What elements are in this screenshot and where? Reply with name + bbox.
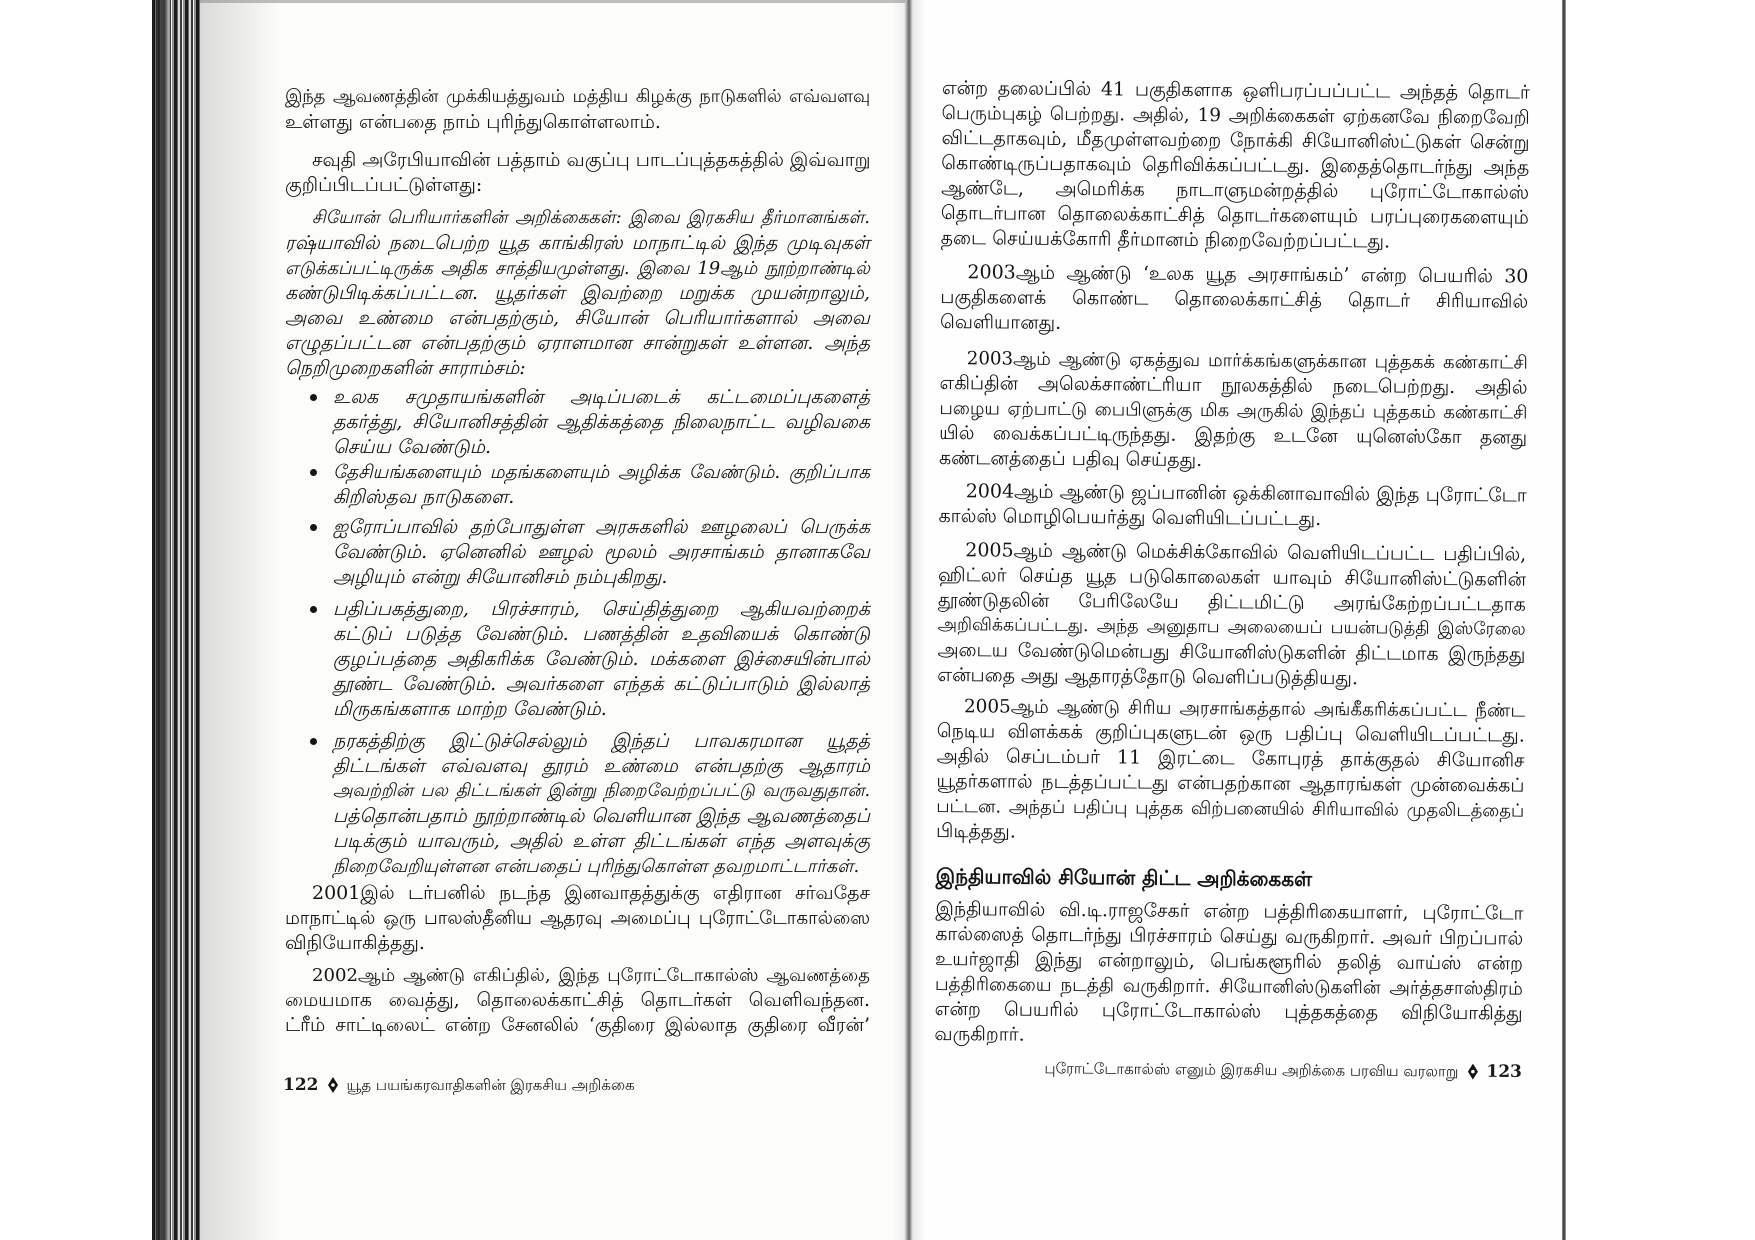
page-curve-shadow (202, 0, 282, 1240)
text-line: நெறிமுறைகளின் சாராம்சம்: (285, 356, 526, 379)
text-line: தூண்ட வேண்டும். அவர்களை எந்தக் கட்டுப்பாடும் இல்லாத் (333, 672, 870, 695)
paragraph (939, 345, 1528, 475)
text-line: அடைய வேண்டுமென்பது சியோனிஸ்டுகளின் திட்டமாக இருந்தது (937, 638, 1526, 666)
text-line: கட்டுப் படுத்த வேண்டும். பணத்தின் உதவியைக் கொண்டு (333, 622, 870, 645)
text-line: வேண்டும். ஏனெனில் ஊழல் மூலம் அரசாங்கம் தானாகவே (333, 540, 870, 563)
text-line: தூண்டுதலின் பேரிலேயே திட்டமிட்டு அரங்கேற்றப்பட்டதாக (937, 588, 1526, 616)
text-line: தகர்த்து, சியோனிசத்தின் ஆதிக்கத்தை நிலைநாட்ட வழிவகை (333, 410, 870, 433)
text-line: பதிப்பகத்துறை, பிரச்சாரம், செய்தித்துறை ஆகியவற்றைக் (333, 597, 870, 620)
text-line: கால்ஸைத் தொடர்ந்து பிரச்சாரம் செய்து வருகிறார். அவர் பிறப்பால் (935, 922, 1524, 950)
text-line: சியோன் பெரியார்களின் அறிக்கைகள்: இவை இரகசிய தீர்மானங்கள். (312, 207, 870, 228)
text-line: மாநாட்டில் ஒரு பாலஸ்தீனிய ஆதரவு அமைப்பு புரோட்டோகால்ஸை (285, 907, 870, 929)
text-line: என்ற பெயரில் புரோட்டோகால்ஸ் புத்தகத்தை விநியோகித்து (934, 997, 1523, 1025)
text-line: கொண்டிருப்பதாகவும் தெரிவிக்கப்பட்டது. இதைத்தொடர்ந்து அந்த (941, 151, 1530, 179)
page-footer-right (1040, 1056, 1522, 1084)
text-line: ரஷ்யாவில் நடைபெற்ற யூத காங்கிரஸ் மாநாட்டில் இந்த முடிவுகள் (285, 231, 870, 254)
paragraph (937, 537, 1526, 692)
text-line: ஆண்டே, அமெரிக்க நாடாளுமன்றத்தில் புரோட்டோகால்ஸ் (941, 176, 1530, 204)
text-line: ட்ரீம் சாட்டிலைட் என்ற சேனலில் ‘குதிரை இல்லாத குதிரை வீரன்’ (285, 1013, 870, 1036)
running-title: யூத பயங்கரவாதிகளின் இரகசிய அறிக்கை (346, 1076, 635, 1094)
paragraph (940, 259, 1529, 339)
text-line: குழப்பத்தை அதிகரிக்க வேண்டும். மக்களை இச்சையின்பால் (333, 647, 870, 670)
quoted-paragraph (285, 206, 870, 381)
bullet-icon (310, 738, 317, 745)
text-line: விநியோகித்தது. (285, 931, 425, 954)
text-line: பெரும்புகழ் பெற்றது. அதில், 19 அறிக்கைகள் ஏற்கனவே நிறைவேறி (941, 102, 1530, 129)
text-line: படிக்கும் யாவரும், அதில் உள்ள திட்டங்கள் எந்த அளவுக்கு (333, 829, 870, 852)
text-line: திட்டங்கள் எவ்வளவு தூரம் உண்மை என்பதற்கு ஆதாரம் (333, 754, 870, 777)
paragraph (941, 76, 1530, 256)
text-line: அவற்றின் பல திட்டங்கள் இன்று நிறைவேற்றப்பட்டு வருவதுதான். (333, 780, 870, 801)
text-line: சவுதி அரேபியாவின் பத்தாம் வகுப்பு பாடப்புத்தகத்தில் இவ்வாறு (312, 148, 871, 171)
text-line: உயர்ஜாதி இந்து என்றாலும், பெங்களூரில் தலித் வாய்ஸ் என்ற (934, 947, 1524, 975)
page-top-edge (200, 0, 905, 3)
text-line: அவை உண்மை என்பதற்கும், சியோன் பெரியார்களால் அவை (285, 306, 870, 329)
text-line: நிறைவேறியுள்ளன என்பதைப் புரிந்துகொள்ள தவறமாட்டார்கள். (333, 855, 860, 877)
paragraph (285, 85, 870, 135)
text-line: விட்டதாகவும், மீதமுள்ளவற்றை நோக்கி சியோனிஸ்ட்டுகள் சென்று (941, 126, 1530, 154)
text-line: மையமாக வைத்து, தொலைக்காட்சித் தொடர்கள் வெளிவந்தன. (285, 988, 870, 1011)
text-line: என்ற தலைப்பில் 41 பகுதிகளாக ஒளிபரப்பப்பட்ட அந்தத் தொடர் (941, 76, 1530, 104)
paragraph (938, 478, 1526, 533)
text-line: ஹிட்லர் செய்த யூத படுகொலைகள் யாவும் சியோனிஸ்ட்டுகளின் (937, 563, 1527, 591)
text-line: உலக சமுதாயங்களின் அடிப்படைக் கட்டமைப்புகளைத் (333, 385, 870, 408)
page-footer-left (283, 1073, 635, 1097)
text-line: கண்டுபிடிக்கப்பட்டன. யூதர்கள் இவற்றை மறுக்க முயன்றாலும், (285, 281, 870, 304)
paragraph (934, 896, 1523, 1051)
bullet-text (333, 515, 870, 590)
text-line: எடுக்கப்பட்டிருக்க அதிக சாத்தியமுள்ளது. இவை 19ஆம் நூற்றாண்டில் (285, 257, 870, 279)
running-title: புரோட்டோகால்ஸ் எனும் இரகசிய அறிக்கை பரவிய வரலாறு (1044, 1059, 1459, 1081)
text-line: நெடிய விளக்கக் குறிப்புகளுடன் ஒரு பதிப்பு வெளியிடப்பட்டது. (936, 719, 1525, 747)
text-line: எகிப்தின் அலெக்சாண்ட்ரியா நூலகத்தில் நடைபெற்றது. அதில் (939, 371, 1528, 399)
ornament-icon (327, 1077, 339, 1093)
text-line: தேசியங்களையும் மதங்களையும் அழிக்க வேண்டும். குறிப்பாக (333, 461, 870, 483)
text-line: இந்தியாவில் வி.டி.ராஜசேகர் என்ற பத்திரிகையாளர், புரோட்டோ (935, 897, 1524, 925)
bullet-item (285, 460, 870, 510)
paragraph (285, 881, 870, 956)
text-line: 2001இல் டர்பனில் நடந்த இனவாதத்துக்கு எதிரான சர்வதேச (312, 881, 870, 904)
bullet-text (333, 729, 870, 879)
ornament-icon (1466, 1064, 1478, 1080)
text-line: 2005ஆம் ஆண்டு மெக்சிக்கோவில் வெளியிடப்பட்ட பதிப்பில், (965, 538, 1527, 566)
text-line: கால்ஸ் மொழிபெயர்த்து வெளியிடப்பட்டது. (938, 504, 1322, 530)
text-line: ஐரோப்பாவில் தற்போதுள்ள அரசுகளில் ஊழலைப் பெருக்க (333, 515, 870, 538)
text-line: 2003ஆம் ஆண்டு ‘உலக யூத அரசாங்கம்’ என்ற பெயரில் 30 (967, 260, 1529, 288)
right-page-text (934, 76, 1530, 1052)
text-line: அதில் செப்டம்பர் 11 இரட்டை கோபுரத் தாக்குதல் சியோனிச (936, 744, 1525, 772)
text-line: வெளியானது. (939, 310, 1062, 334)
text-line: அழியும் என்று சியோனிசம் நம்புகிறது. (333, 565, 668, 588)
section-heading: இந்தியாவில் சியோன் திட்ட அறிக்கைகள் (935, 863, 1313, 891)
text-line: பகுதிகளைக் கொண்ட தொலைக்காட்சித் தொடர் சிரியாவில் (940, 285, 1529, 313)
bullet-text (333, 385, 870, 460)
bullet-item (285, 385, 870, 460)
text-line: பட்டன. அந்தப் பதிப்பு புத்தக விற்பனையில் சிரியாவில் முதலிடத்தைப் (936, 795, 1525, 822)
paragraph (285, 148, 870, 198)
text-line: கிறிஸ்தவ நாடுகளை. (333, 485, 515, 508)
bullet-text (333, 597, 870, 722)
text-line: தடை செய்யக்கோரி தீர்மானம் நிறைவேற்றப்பட்டது. (940, 226, 1391, 253)
bullet-item (285, 597, 870, 722)
text-line: உள்ளது என்பதை நாம் புரிந்துகொள்ளலாம். (285, 110, 661, 133)
text-line: செய்ய வேண்டும். (333, 435, 492, 458)
book-spine-shadow (156, 0, 170, 1240)
bullet-icon (310, 606, 317, 613)
page-number: 122 (283, 1075, 319, 1095)
text-line: அறிவிக்கப்பட்டது. அந்த அனுதாப அலையைப் பயன்படுத்தி இஸ்ரேலை (937, 614, 1526, 640)
bullet-icon (310, 394, 317, 401)
text-line: என்பதை அது ஆதாரத்தோடு வெளிப்படுத்தியது. (937, 663, 1359, 689)
text-line: யில் வைக்கப்பட்டிருந்தது. இதற்கு உடனே யுனெஸ்கோ தனது (939, 421, 1528, 449)
text-line: பத்தொன்பதாம் நூற்றாண்டில் வெளியான இந்த ஆவணத்தைப் (333, 804, 870, 827)
bullet-text (333, 460, 870, 510)
text-line: நரகத்திற்கு இட்டுச்செல்லும் இந்தப் பாவகரமான யூதத் (333, 729, 870, 752)
text-line: பழைய ஏற்பாட்டு பைபிளுக்கு மிக அருகில் இந்தப் புத்தகம் கண்காட்சி (939, 397, 1528, 424)
bullet-icon (310, 469, 317, 476)
bullet-item (285, 729, 870, 879)
text-line: வருகிறார். (934, 1022, 1025, 1046)
left-page-text (285, 85, 870, 1038)
book-gutter (893, 0, 925, 1240)
text-line: 2002ஆம் ஆண்டு எகிப்தில், இந்த புரோட்டோகால்ஸ் ஆவணத்தை (312, 964, 870, 986)
bullet-item (285, 515, 870, 590)
text-line: 2005ஆம் ஆண்டு சிரிய அரசாங்கத்தால் அங்கீகரிக்கப்பட்ட நீண்ட (963, 695, 1526, 722)
text-line: தொடர்பான தொலைக்காட்சித் தொடர்களையும் பரப்புரைகளையும் (940, 201, 1529, 229)
text-line: மிருகங்களாக மாற்ற வேண்டும். (333, 697, 607, 720)
text-line: பத்திரிகையை நடத்தி வருகிறார். சியோனிஸ்டுகளின் அர்த்தசாஸ்திரம் (934, 973, 1523, 1000)
page-number: 123 (1486, 1061, 1522, 1082)
bullet-icon (310, 524, 317, 531)
text-line: பிடித்தது. (935, 819, 1016, 843)
text-line: எழுதப்பட்டன என்பதற்கும் ஏராளமான சான்றுகள் உள்ளன. அந்த (285, 331, 870, 354)
text-line: இந்த ஆவணத்தின் முக்கியத்துவம் மத்திய கிழக்கு நாடுகளில் எவ்வளவு (285, 86, 870, 107)
text-line: 2004ஆம் ஆண்டு ஜப்பானின் ஒக்கினாவாவில் இந்த புரோட்டோ (965, 479, 1527, 507)
paragraph (936, 693, 1525, 848)
text-line: 2003ஆம் ஆண்டு ஏகத்துவ மார்க்கங்களுக்கான புத்தகக் கண்காட்சி (966, 347, 1528, 374)
text-line: குறிப்பிடப்பட்டுள்ளது: (285, 173, 483, 196)
paragraph (285, 963, 870, 1038)
text-line: யூதர்களால் நடத்தப்பட்டது என்பதற்கான ஆதாரங்கள் முன்வைக்கப் (936, 769, 1525, 797)
right-page-edge (1562, 0, 1566, 1240)
text-line: கண்டனத்தைப் பதிவு செய்தது. (938, 446, 1203, 471)
